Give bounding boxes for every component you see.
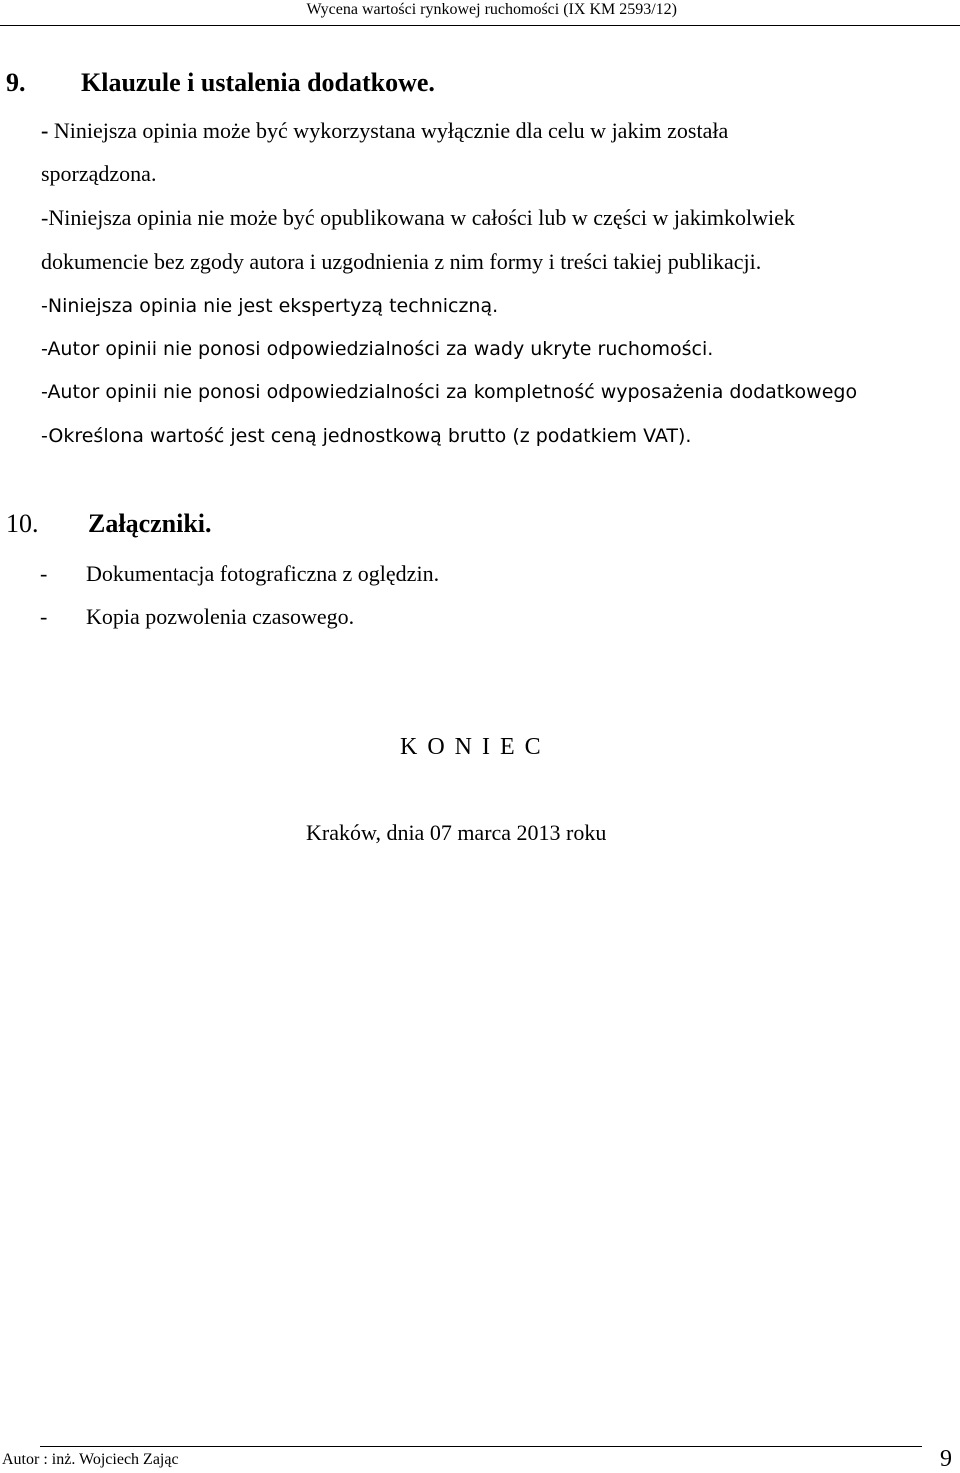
clause-3: -Niniejsza opinia nie jest ekspertyzą techniczną. xyxy=(41,295,499,317)
clause-1-line-1 xyxy=(41,118,728,144)
place-and-date: Kraków, dnia 07 marca 2013 roku xyxy=(306,820,607,845)
clause-2-line-1: -Niniejsza opinia nie może być opublikowana w całości lub w części w jakimkolwiek xyxy=(41,205,795,230)
attachment-2-dash: - xyxy=(40,604,48,629)
page-number: 9 xyxy=(940,1446,952,1472)
clause-6: -Określona wartość jest ceną jednostkową brutto (z podatkiem VAT). xyxy=(41,425,692,447)
section-10-number: 10. xyxy=(6,509,39,538)
clause-1-text: Niniejsza opinia może być wykorzystana wyłącznie dla celu w jakim została xyxy=(53,118,729,143)
attachment-1-dash: - xyxy=(40,561,48,586)
running-header: Wycena wartości rynkowej ruchomości (IX KM 2593/12) xyxy=(306,1,677,18)
clause-5: -Autor opinii nie ponosi odpowiedzialności za kompletność wyposażenia dodatkowego xyxy=(41,381,858,403)
clause-1-line-2: sporządzona. xyxy=(41,161,157,186)
footer-author: Autor : inż. Wojciech Zając xyxy=(2,1451,179,1468)
clause-2-line-2: dokumencie bez zgody autora i uzgodnienia z nim formy i treści takiej publikacji. xyxy=(41,249,762,274)
attachment-1-text: Dokumentacja fotograficzna z oględzin. xyxy=(86,561,440,586)
attachment-2-text: Kopia pozwolenia czasowego. xyxy=(86,604,355,629)
footer-divider xyxy=(40,1446,922,1447)
end-marker: KONIEC xyxy=(400,734,551,760)
clause-4: -Autor opinii nie ponosi odpowiedzialności za wady ukryte ruchomości. xyxy=(41,338,714,360)
clause-1-dash: - xyxy=(41,118,54,143)
section-9-number: 9. xyxy=(6,68,26,97)
section-10-title: Załączniki. xyxy=(88,509,212,538)
section-9-title: Klauzule i ustalenia dodatkowe. xyxy=(81,68,435,97)
header-divider xyxy=(0,25,960,26)
